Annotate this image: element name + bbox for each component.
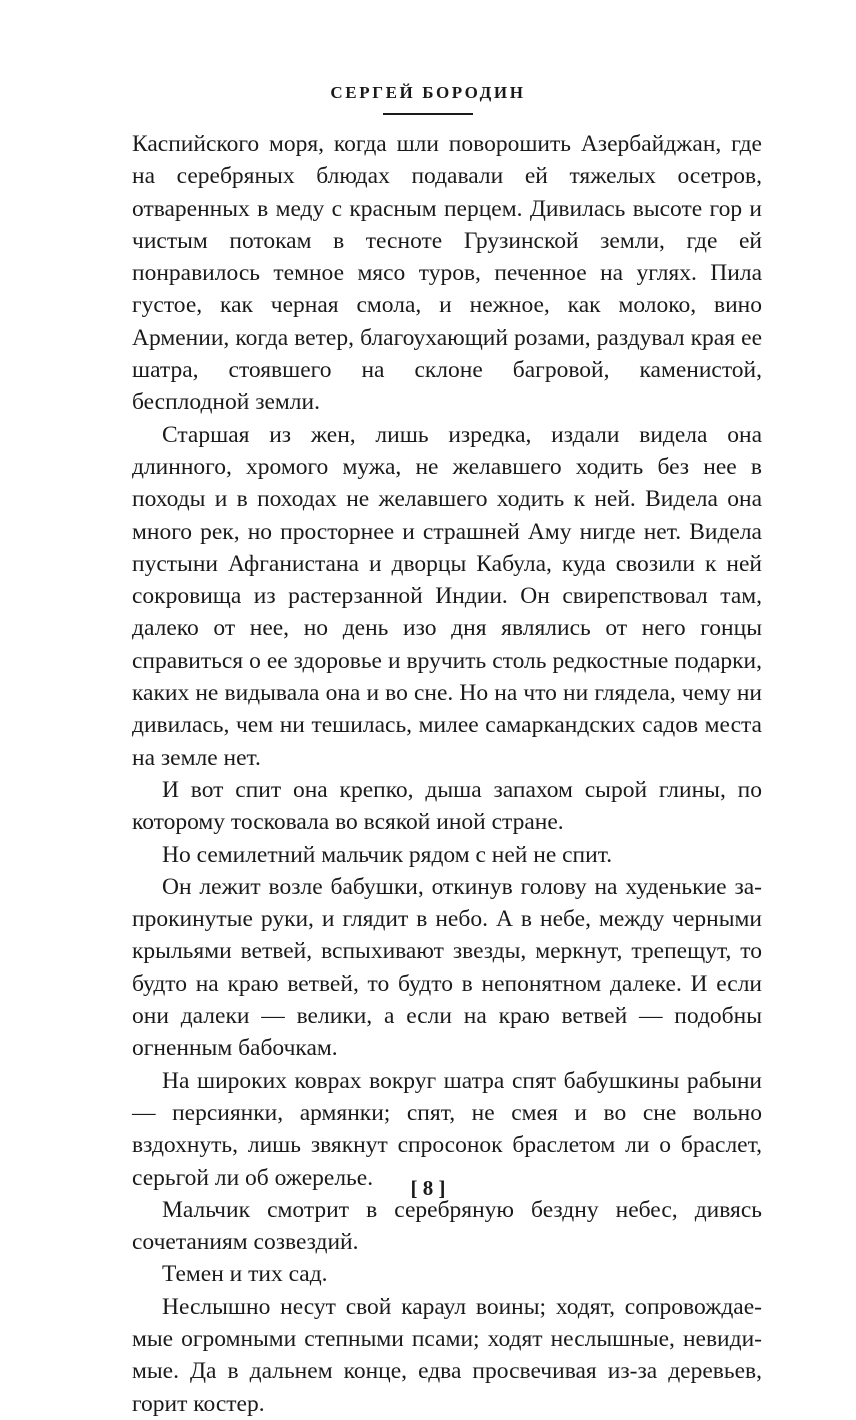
paragraph-8: Темен и тих сад. [162,1261,328,1288]
running-header [0,80,856,115]
paragraph-6: На широких коврах вокруг шатра спят бабушкины рабыни — персиянки, армянки; спят, не смея и во сне вольно вздохнуть, лишь звякнут спросонок браслетом ли о браслет, серьгой ли об ожерелье. [132,1067,762,1191]
paragraph-2: Старшая из жен, лишь изредка, издали видела она длинного, хромого мужа, не желавшего ходить без нее в походы и в походах не желавшего ходить к ней. Видела она много рек, но просторнее и страшней Аму нигде нет. Видела пустыни Афганистана и дворцы Кабула, куда свозили к ней сокровища из растерзанной Индии. Он свирепствовал там, далеко от нее, но день изо дня являлись от него гонцы справиться о ее здоровье и вручить столь редкостные подарки, каких не видывала она и во сне. Но на что ни глядела, чему ни дивилась, чем ни тешилась, милее самаркандских садов места на земле нет. [132,421,762,771]
paragraph-5: Он лежит возле бабушки, откинув голову на худенькие запрокинутые руки, и глядит в небо. А в небе, между черными крыльями ветвей, вспыхивают звезды, меркнут, трепещут, то будто на краю ветвей, то будто в непонятном далеке. И если они далеки — велики, а если на краю ветвей — подобны огненным бабочкам. [132,873,762,1062]
paragraph-7: Мальчик смотрит в серебряную бездну небес, дивясь сочетаниям созвездий. [132,1196,762,1256]
page-body [132,128,762,1420]
author-name: СЕРГЕЙ БОРОДИН [330,83,526,102]
paragraph-1: Каспийского моря, когда шли поворошить Азербайджан, где на серебряных блюдах подавали ей тяжелых осетров, отваренных в меду с красным перцем. Дивилась высоте гор и чистым потокам в тесноте Грузинской земли, где ей понравилось темное мясо туров, печенное на углях. Пила густое, как черная смола, и нежное, как молоко, вино Армении, когда ветер, благоухающий розами, раздувал края ее шатра, стоявшего на склоне багровой, каменистой, бесплодной земли. [132,131,762,416]
paragraph-3: И вот спит она крепко, дыша запахом сырой глины, по которому тосковала во всякой иной стране. [132,776,762,836]
paragraph-9: Неслышно несут свой караул воины; ходят, сопровождаемые огромными степными псами; ходят неслышные, невидимые. Да в дальнем конце, едва просвечивая из-за деревьев, горит костер. [132,1293,762,1417]
header-rule [383,113,473,115]
page-number: [ 8 ] [410,1176,446,1200]
paragraph-4: Но семилетний мальчик рядом с ней не спит. [162,841,613,868]
